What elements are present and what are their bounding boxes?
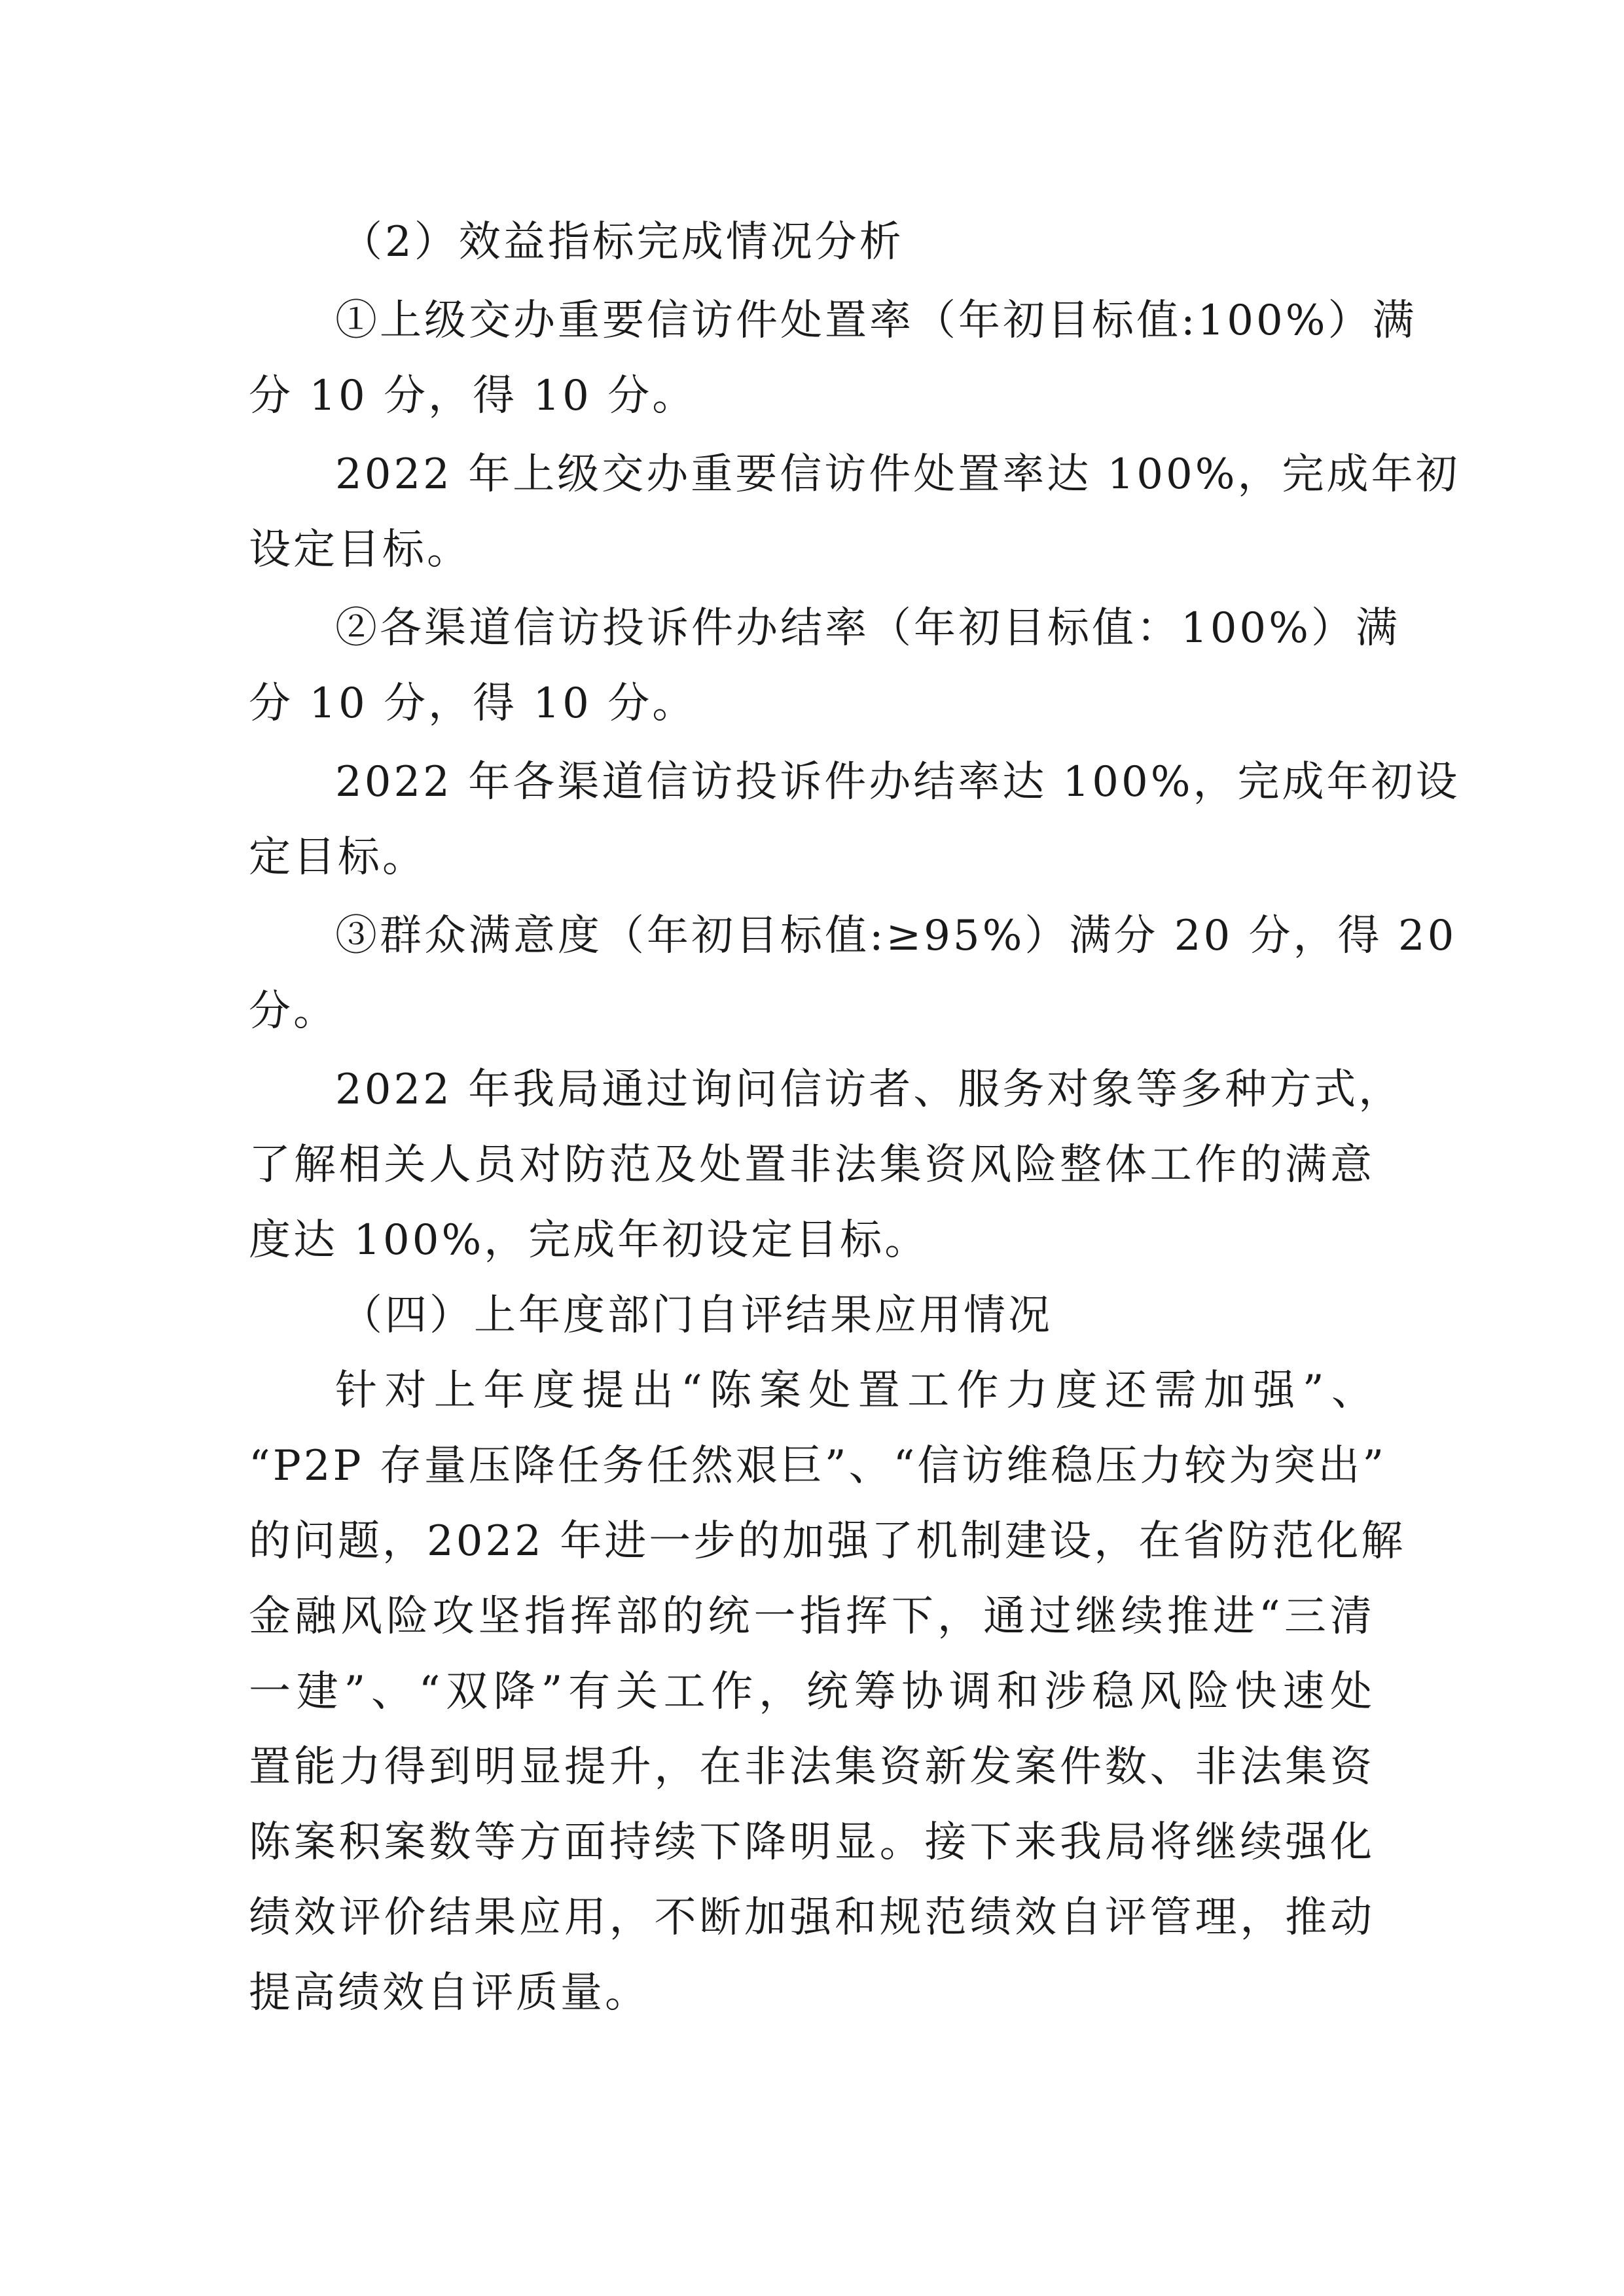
section-heading-benefit-indicators: （2）效益指标完成情况分析 [340, 218, 904, 266]
indicator-3-line-1: ③群众满意度（年初目标值:≥95%）满分 20 分，得 20 [335, 912, 1457, 960]
evaluation-paragraph-line-4: 金融风险攻坚指挥部的统一指挥下，通过继续推进“三清 [249, 1592, 1375, 1641]
section-heading-prior-year-evaluation: （四）上年度部门自评结果应用情况 [340, 1291, 1053, 1340]
indicator-3-detail-line-2: 了解相关人员对防范及处置非法集资风险整体工作的满意 [249, 1141, 1375, 1189]
evaluation-paragraph-line-7: 陈案积案数等方面持续下降明显。接下来我局将继续强化 [249, 1818, 1375, 1867]
indicator-2-line-2: 分 10 分，得 10 分。 [249, 679, 697, 728]
indicator-3-detail-line-1: 2022 年我局通过询问信访者、服务对象等多种方式， [335, 1066, 1403, 1114]
evaluation-paragraph-line-2: “P2P 存量压降任务任然艰巨”、“信访维稳压力较为突出” [249, 1442, 1387, 1490]
indicator-2-detail-line-2: 定目标。 [249, 833, 427, 882]
indicator-1-line-2: 分 10 分，得 10 分。 [249, 372, 697, 420]
indicator-1-line-1: ①上级交办重要信访件处置率（年初目标值:100%）满 [335, 296, 1417, 345]
indicator-1-detail-line-1: 2022 年上级交办重要信访件处置率达 100%，完成年初 [335, 450, 1460, 499]
evaluation-paragraph-line-6: 置能力得到明显提升，在非法集资新发案件数、非法集资 [249, 1743, 1375, 1791]
indicator-2-line-1: ②各渠道信访投诉件办结率（年初目标值：100%）满 [335, 604, 1400, 653]
indicator-2-detail-line-1: 2022 年各渠道信访投诉件办结率达 100%，完成年初设 [335, 758, 1460, 806]
indicator-3-line-2: 分。 [249, 987, 338, 1035]
evaluation-paragraph-line-8: 绩效评价结果应用，不断加强和规范绩效自评管理，推动 [249, 1893, 1375, 1942]
indicator-3-detail-line-3: 度达 100%，完成年初设定目标。 [249, 1216, 929, 1265]
evaluation-paragraph-line-9: 提高绩效自评质量。 [249, 1969, 649, 2017]
evaluation-paragraph-line-5: 一建”、“双降”有关工作，统筹协调和涉稳风险快速处 [249, 1668, 1375, 1716]
evaluation-paragraph-line-3: 的问题，2022 年进一步的加强了机制建设，在省防范化解 [249, 1517, 1406, 1566]
evaluation-paragraph-line-1: 针对上年度提出“陈案处置工作力度还需加强”、 [335, 1367, 1376, 1415]
indicator-1-detail-line-2: 设定目标。 [249, 526, 471, 574]
